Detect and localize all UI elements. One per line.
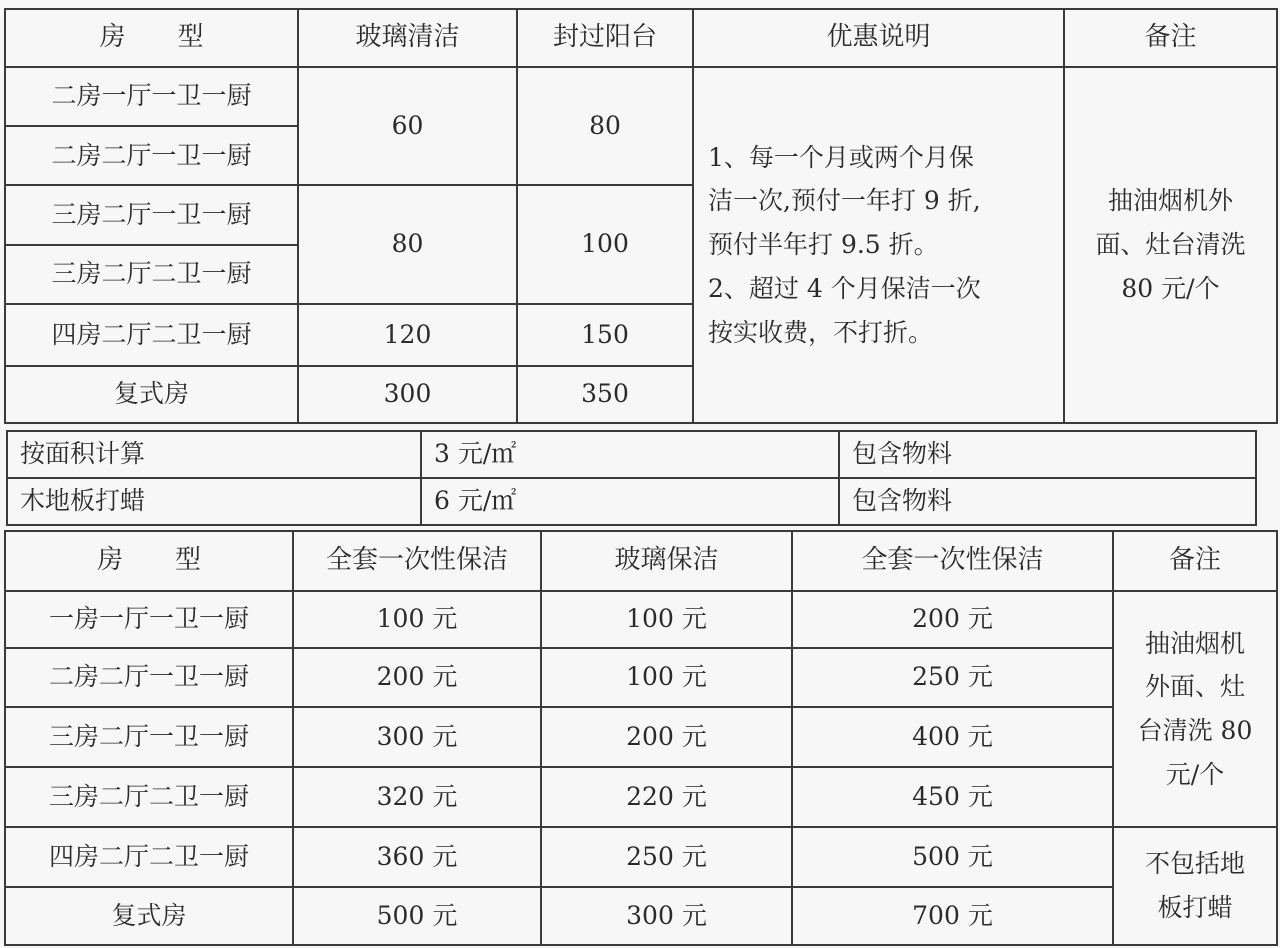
discount-line: 1、每一个月或两个月保: [708, 142, 974, 172]
room-type-cell: 二房二厅一卫一厨: [5, 126, 298, 185]
header-remark: 备注: [1113, 531, 1277, 591]
glass-price-cell: 80: [298, 185, 517, 303]
price-cell: 100 元: [541, 648, 792, 707]
area-note-cell: 包含物料: [839, 478, 1256, 525]
header-full-cleaning: 全套一次性保洁: [792, 531, 1113, 591]
area-price-cell: 6 元/㎡: [421, 478, 839, 525]
price-cell: 100 元: [293, 591, 541, 648]
price-cell: 250 元: [792, 648, 1113, 707]
glass-price-cell: 300: [298, 366, 517, 423]
remark-line: 板打蜡: [1157, 893, 1233, 922]
area-note-cell: 包含物料: [839, 431, 1256, 478]
price-cell: 500 元: [293, 887, 541, 945]
room-type-cell: 二房二厅一卫一厨: [5, 648, 293, 707]
balcony-price-cell: 350: [517, 366, 693, 423]
remark-line: 抽油烟机: [1144, 628, 1245, 658]
remark-note: [1113, 591, 1277, 827]
remark-line: 面、灶台清洗: [1095, 230, 1246, 260]
price-table-2: [4, 530, 1278, 946]
room-type-cell: 四房二厅二卫一厨: [5, 827, 293, 887]
header-discount: 优惠说明: [693, 9, 1064, 67]
balcony-price-cell: 80: [517, 67, 693, 185]
area-price-table: [6, 430, 1257, 526]
balcony-price-cell: 150: [517, 304, 693, 366]
discount-note: [693, 67, 1064, 423]
remark-line: 抽油烟机外: [1107, 186, 1233, 216]
area-item-cell: 按面积计算: [7, 431, 421, 478]
discount-line: 2、超过 4 个月保洁一次: [708, 273, 981, 303]
remark-note: [1064, 67, 1277, 423]
header-balcony: 封过阳台: [517, 9, 693, 67]
price-cell: 300 元: [541, 887, 792, 945]
header-glass-cleaning: 玻璃清洁: [298, 9, 517, 67]
header-room-type: 房 型: [5, 9, 298, 67]
price-cell: 250 元: [541, 827, 792, 887]
remark-line: 外面、灶: [1144, 672, 1245, 702]
discount-line: 预付半年打 9.5 折。: [708, 230, 939, 260]
remark-line: 不包括地: [1144, 849, 1245, 879]
room-type-cell: 复式房: [5, 366, 298, 423]
balcony-price-cell: 100: [517, 185, 693, 303]
room-type-cell: 三房二厅二卫一厨: [5, 767, 293, 827]
remark-line: 台清洗 80: [1137, 716, 1253, 745]
remark-line: 80 元/个: [1121, 273, 1220, 303]
price-cell: 360 元: [293, 827, 541, 887]
header-full-cleaning: 全套一次性保洁: [293, 531, 541, 591]
price-table-1: [4, 8, 1278, 424]
remark-note: [1113, 827, 1277, 945]
remark-line: 元/个: [1165, 759, 1225, 789]
price-cell: 200 元: [792, 591, 1113, 648]
price-cell: 700 元: [792, 887, 1113, 945]
header-remark: 备注: [1064, 9, 1277, 67]
room-type-cell: 一房一厅一卫一厨: [5, 591, 293, 648]
price-cell: 200 元: [293, 648, 541, 707]
price-cell: 220 元: [541, 767, 792, 827]
price-cell: 500 元: [792, 827, 1113, 887]
discount-line: 洁一次,预付一年打 9 折,: [708, 186, 981, 216]
header-glass-cleaning: 玻璃保洁: [541, 531, 792, 591]
area-price-cell: 3 元/㎡: [421, 431, 839, 478]
price-cell: 450 元: [792, 767, 1113, 827]
room-type-cell: 三房二厅一卫一厨: [5, 185, 298, 244]
header-room-type: 房 型: [5, 531, 293, 591]
discount-line: 按实收费，不打折。: [708, 317, 934, 347]
room-type-cell: 复式房: [5, 887, 293, 945]
room-type-cell: 四房二厅二卫一厨: [5, 304, 298, 366]
price-cell: 320 元: [293, 767, 541, 827]
room-type-cell: 三房二厅二卫一厨: [5, 245, 298, 304]
area-item-cell: 木地板打蜡: [7, 478, 421, 525]
room-type-cell: 三房二厅一卫一厨: [5, 707, 293, 767]
price-cell: 400 元: [792, 707, 1113, 767]
glass-price-cell: 60: [298, 67, 517, 185]
glass-price-cell: 120: [298, 304, 517, 366]
price-cell: 200 元: [541, 707, 792, 767]
price-cell: 300 元: [293, 707, 541, 767]
price-cell: 100 元: [541, 591, 792, 648]
room-type-cell: 二房一厅一卫一厨: [5, 67, 298, 126]
